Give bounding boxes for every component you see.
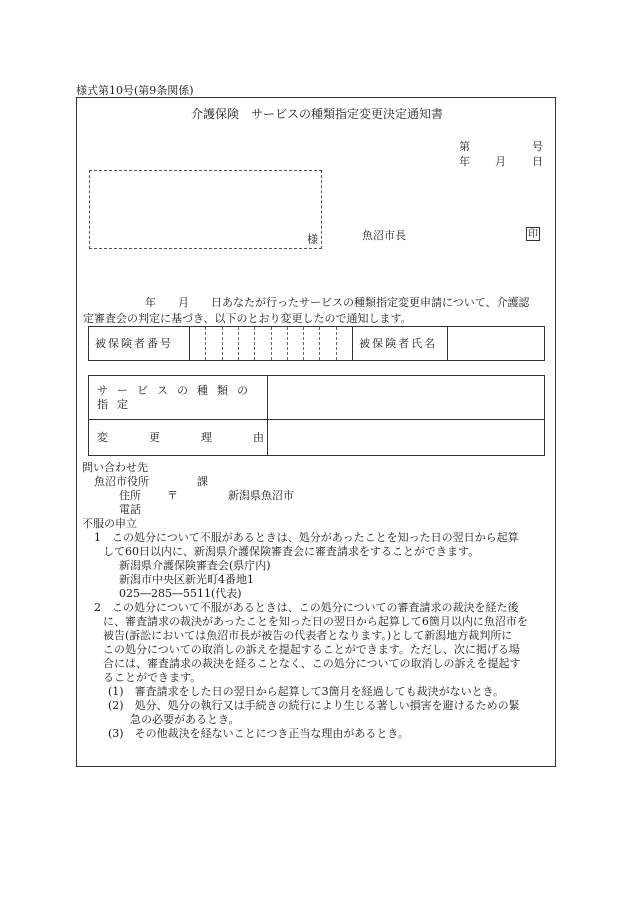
insured-number-label: 被保険者番号	[89, 327, 190, 361]
exception-item: (1) 審査請求をした日の翌日から起算して3箇月を経過しても裁決がないとき。	[108, 685, 505, 698]
objection-p2-line: 合には、審査請求の裁決を経ることなく、この処分についての取消しの訴えを提起す	[103, 657, 521, 670]
date-month: 月	[495, 155, 506, 168]
notice-form	[76, 97, 556, 767]
exception-item: (3) その他裁決を経ないことにつき正当な理由があるとき。	[108, 727, 409, 740]
date-day: 日	[532, 155, 543, 168]
reason-char: 更	[149, 430, 160, 444]
objection-p1-line: 1 この処分について不服があるときは、処分があったことを知った日の翌日から起算	[94, 531, 519, 544]
service-change-table	[88, 375, 545, 456]
issuer-name: 魚沼市長	[362, 229, 406, 242]
insured-number-digit[interactable]	[287, 327, 303, 361]
contact-office-row	[82, 475, 294, 489]
service-designation-field[interactable]	[268, 376, 545, 420]
review-board-name: 新潟県介護保険審査会(県庁内)	[119, 559, 271, 572]
exception-item-continued: 急の必要があるとき。	[130, 713, 240, 726]
postal-mark: 〒	[167, 489, 178, 502]
reason-char: 変	[97, 430, 108, 444]
exception-item: (2) 処分、処分の執行又は手続きの続行により生じる著しい損害を避けるための緊	[108, 699, 520, 712]
objection-p2-line: 2 この処分について不服があるときは、この処分についての審査請求の裁決を経た後	[94, 601, 519, 614]
notice-line-2: 定審査会の判定に基づき、以下のとおり変更したので通知します。	[83, 312, 412, 325]
addressee-box[interactable]	[89, 170, 322, 249]
objection-heading: 不服の申立	[82, 517, 137, 530]
insured-number-digit[interactable]	[271, 327, 287, 361]
insured-number-digit[interactable]	[189, 327, 205, 361]
objection-p1-line: して60日以内に、新潟県介護保険審査会に審査請求をすることができます。	[103, 545, 480, 558]
objection-p2-line: 被告(訴訟においては魚沼市長が被告の代表者となります。)として新潟地方裁判所に	[103, 629, 513, 642]
number-prefix: 第	[459, 140, 470, 153]
insured-name-label: 被保険者氏名	[353, 327, 448, 361]
form-reference: 様式第10号(第9条関係)	[76, 84, 194, 97]
review-board-address: 新潟市中央区新光町4番地1	[119, 573, 254, 586]
contact-section-suffix: 課	[197, 475, 208, 488]
change-reason-label	[89, 420, 268, 456]
change-reason-field[interactable]	[268, 420, 545, 456]
contact-address-row	[82, 489, 294, 503]
objection-p2-line: この処分についての取消しの訴えを提起することができます。ただし、次に掲げる場	[103, 643, 520, 656]
objection-section	[82, 517, 554, 741]
contact-office: 魚沼市役所	[94, 475, 149, 488]
document-title: 介護保険 サービスの種類指定変更決定通知書	[190, 107, 443, 121]
service-designation-label: サービスの種類の指定	[89, 376, 268, 420]
addressee-honorific: 様	[307, 233, 318, 247]
notice-line-1: 年 月 日あなたが行ったサービスの種類指定変更申請について、介護認	[145, 296, 530, 309]
insured-number-digit[interactable]	[336, 327, 352, 361]
insured-number-digit[interactable]	[238, 327, 254, 361]
insured-number-digit[interactable]	[255, 327, 271, 361]
review-board-phone: 025―285―5511(代表)	[119, 587, 242, 600]
contact-section	[82, 461, 294, 517]
contact-heading: 問い合わせ先	[82, 461, 148, 474]
date-year: 年	[459, 155, 470, 168]
contact-address-value: 新潟県魚沼市	[228, 489, 294, 502]
number-suffix: 号	[532, 140, 543, 153]
notice-text	[83, 295, 553, 327]
reason-char: 理	[201, 430, 212, 444]
contact-address-label: 住所	[119, 489, 141, 502]
insured-name-field[interactable]	[447, 327, 544, 361]
seal-mark: 印	[528, 229, 538, 240]
insured-info-table	[88, 326, 545, 361]
insured-number-digit[interactable]	[222, 327, 238, 361]
insured-number-digit[interactable]	[206, 327, 222, 361]
objection-p2-line: ることができます。	[103, 671, 202, 684]
reason-char: 由	[253, 430, 264, 444]
contact-phone-label: 電話	[119, 503, 141, 516]
insured-number-digit[interactable]	[304, 327, 320, 361]
insured-number-digit[interactable]	[320, 327, 336, 361]
objection-p2-line: に、審査請求の裁決があったことを知った日の翌日から起算して6箇月以内に魚沼市を	[103, 615, 528, 628]
